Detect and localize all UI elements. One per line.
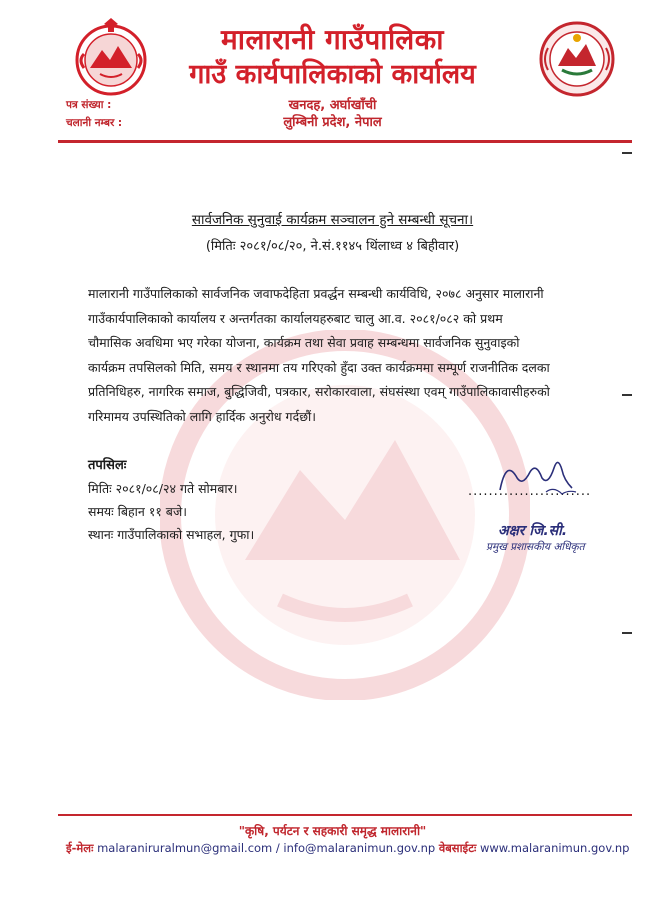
signatory-designation: प्रमुख प्रशासकीय अधिकृत bbox=[486, 541, 585, 553]
scan-mark bbox=[622, 152, 632, 154]
dispatch-number-label: चलानी नम्बर : bbox=[66, 117, 123, 129]
body-line: कार्यक्रम तपसिलको मिति, समय र स्थानमा तय गरिएको हुँदा उक्त कार्यक्रममा सम्पूर्ण राजनीतिक दलका bbox=[88, 359, 550, 375]
header-divider bbox=[58, 140, 632, 143]
notice-subject: सार्वजनिक सुनुवाई कार्यक्रम सञ्चालन हुने सम्बन्धी सूचना। bbox=[191, 212, 474, 228]
office-title-line1: मालारानी गाउँपालिका bbox=[221, 23, 444, 56]
notice-date: (मितिः २०८१/०८/२०, ने.सं.११४५ थिंलाध्व ४ बिहीवार) bbox=[205, 239, 460, 254]
body-line: गरिमामय उपस्थितिको लागि हार्दिक अनुरोध गर्दछौं। bbox=[88, 408, 316, 424]
details-heading: तपसिलः bbox=[88, 458, 127, 473]
scan-mark bbox=[622, 632, 632, 634]
signatory-name: अक्षर जि.सी. bbox=[498, 523, 568, 539]
handwritten-signature-icon bbox=[492, 450, 582, 500]
body-line: चौमासिक अवधिमा भए गरेका योजना, कार्यक्रम तथा सेवा प्रवाह सम्बन्धमा सार्वजनिक सुनुवाइको bbox=[88, 335, 520, 350]
detail-place: स्थानः गाउँपालिकाको सभाहल, गुफा। bbox=[88, 527, 255, 542]
website-label: वेबसाईटः bbox=[438, 841, 477, 855]
website-address: www.malaranimun.gov.np bbox=[479, 841, 630, 855]
body-line: प्रतिनिधिहरु, नागरिक समाज, बुद्धिजिवी, पत्रकार, सरोकारवाला, संघसंस्था एवम् गाउँपालिकावासीहरुको bbox=[88, 384, 550, 399]
letter-number-label: पत्र संख्या : bbox=[66, 99, 112, 111]
footer-divider bbox=[58, 814, 632, 816]
office-title-line2: गाउँ कार्यपालिकाको कार्यालय bbox=[189, 59, 476, 90]
signature-dots: ........................ bbox=[468, 484, 592, 499]
address-line2: लुम्बिनी प्रदेश, नेपाल bbox=[283, 115, 382, 130]
detail-date: मितिः २०८१/०८/२४ गते सोमबार। bbox=[88, 481, 238, 496]
email-addresses: malaraniruralmun@gmail.com / info@malaranimun.gov.np bbox=[97, 841, 436, 855]
notice-body bbox=[88, 282, 606, 429]
address-line1: खनदह, अर्घाखाँची bbox=[288, 98, 377, 113]
footer-slogan: "कृषि, पर्यटन र सहकारी समृद्ध मालारानी" bbox=[238, 824, 427, 838]
scan-mark bbox=[622, 394, 632, 396]
email-label: ई-मेलः bbox=[66, 841, 94, 855]
body-line: गाउँकार्यपालिकाको कार्यालय र अन्तर्गतका कार्यालयहरुबाट चालु आ.व. २०८१/०८२ को प्रथम bbox=[88, 310, 503, 326]
footer-contact bbox=[66, 841, 630, 856]
body-line: मालारानी गाउँपालिकाको सार्वजनिक जवाफदेहिता प्रवर्द्धन सम्बन्धी कार्यविधि, २०७८ अनुसार मालारानी bbox=[88, 286, 544, 301]
detail-time: समयः बिहान ११ बजे। bbox=[88, 504, 187, 519]
